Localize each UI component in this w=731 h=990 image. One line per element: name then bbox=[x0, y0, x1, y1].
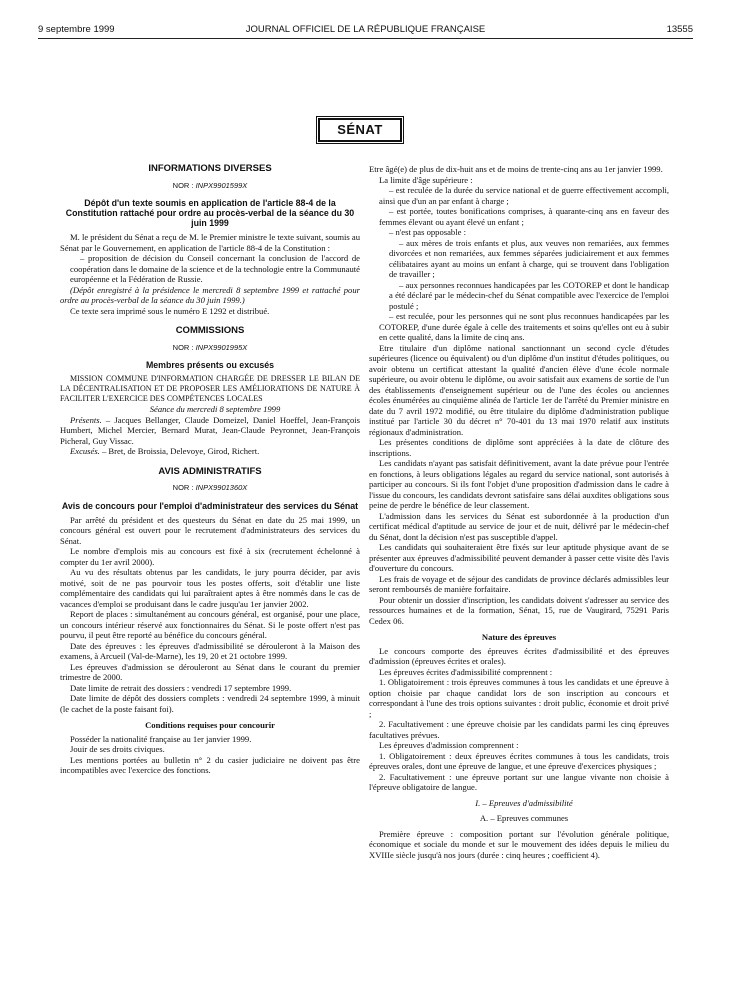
dash-item: – est portée, toutes bonifications comprises, à quarante-cinq ans en faveur des femmes élevant ou ayant élevé un enfant ; bbox=[379, 206, 669, 227]
dash-item: – est reculée de la durée du service national et de guerre effectivement accompli, ainsi que d'un an par enfant à charge ; bbox=[379, 185, 669, 206]
header-date: 9 septembre 1999 bbox=[38, 24, 115, 35]
paragraph: Par arrêté du président et des questeurs du Sénat en date du 25 mai 1999, un concours général est ouvert pour le recrutement d'administrateurs des services du Sénat. bbox=[60, 514, 360, 546]
paragraph: Date limite de retrait des dossiers : vendredi 17 septembre 1999. bbox=[70, 682, 292, 693]
dash-item: – proposition de décision du Conseil concernant la conclusion de l'accord de coopération dans le domaine de la science et de la technologie entre la Communauté européenne et la Fédération de Russie. bbox=[70, 253, 360, 284]
right-column bbox=[369, 164, 669, 860]
senat-banner: SÉNAT bbox=[318, 118, 402, 142]
nor-reference: NOR : INPX9901599X bbox=[172, 180, 248, 190]
paragraph: Etre titulaire d'un diplôme national sanctionnant un second cycle d'études supérieures (licence ou équivalent) ou d'un diplôme d'un institut d'études politiques, ou avoir obtenu un certificat attestant la qualité d'ancien élève d'une école normale supérieure, ou avoir obtenu le diplôme, ou avoir satisfait aux examens de sortie de l'un des établissements d'enseignement supérieur ou de l'une des écoles ou anciennes écoles énumérées au cinquième alinéa de l'article 1er de l'arrêté du Premier ministre en date du 7 avril 1972 modifié, ou être titulaire du diplôme d'administration publique institué par l'article 30 du décret n° 70-401 du 13 mai 1970 relatif aux instituts régionaux d'administration. bbox=[369, 342, 669, 437]
presents-list: Présents. – Jacques Bellanger, Claude Domeizel, Daniel Hoeffel, Jean-François Humbert, Michel Mercier, Bernard Murat, Jean-Claude Peyronnet, Jean-François Picheral, Guy Vissac. bbox=[60, 414, 360, 446]
avis-subtitle: Avis de concours pour l'emploi d'administrateur des services du Sénat bbox=[61, 500, 359, 511]
paragraph: Etre âgé(e) de plus de dix-huit ans et de moins de trente-cinq ans au 1er janvier 1999. bbox=[369, 164, 663, 174]
paragraph: L'admission dans les services du Sénat est subordonnée à la production d'un certificat médical d'aptitude au service de jour et de nuit, délivré par le médecin-chef du Sénat, dont la décision n'est pas susceptible d'appel. bbox=[369, 510, 669, 542]
header-journal-title: JOURNAL OFFICIEL DE LA RÉPUBLIQUE FRANÇAISE bbox=[245, 24, 486, 35]
left-column bbox=[60, 164, 360, 776]
paragraph: 1. Obligatoirement : trois épreuves communes à tous les candidats et une épreuve à option choisie par chaque candidat lors de son inscription au concours et correspondant à l'une des trois options suivantes : droit public, économie et droit privé ; bbox=[369, 677, 669, 719]
paragraph: Les épreuves d'admission se dérouleront au Sénat dans le courant du premier trimestre de 2000. bbox=[60, 661, 360, 682]
paragraph: Posséder la nationalité française au 1er janvier 1999. bbox=[70, 733, 252, 744]
dash-item: – n'est pas opposable : bbox=[389, 227, 466, 237]
epreuves-communes-title: A. – Epreuves communes bbox=[479, 813, 569, 823]
seance-date: Séance du mercredi 8 septembre 1999 bbox=[149, 404, 281, 414]
depot-title: Dépôt d'un texte soumis en application de l'article 88-4 de la Constitution rattaché pour ordre au procès-verbal de la séance du 30 juin 1999 bbox=[65, 198, 355, 228]
paragraph: Les candidats n'ayant pas satisfait définitivement, avant la date prévue pour l'entrée en fonctions, à leurs obligations légales au regard du service national, sont autorisés à participer au concours. Si ils font l'objet d'une proposition d'admission dans le cadre à l'issue du concours, les candidats devront satisfaire sans délai auxdites obligations sous peine de perdre le bénéfice de leur classement. bbox=[369, 458, 669, 510]
paragraph: Report de places : simultanément au concours général, est organisé, pour une place, un concours intérieur réservé aux fonctionnaires du Sénat. Si le poste offert n'est pas pourvu, il peut être reporté au bénéfice du concours général. bbox=[60, 609, 360, 640]
paragraph: Les épreuves écrites d'admissibilité comprennent : bbox=[379, 666, 553, 677]
paragraph: Le concours comporte des épreuves écrites d'admissibilité et des épreuves d'admission (épreuves écrites et orales). bbox=[369, 645, 669, 666]
dash-item: – est reculée, pour les personnes qui ne sont plus reconnues handicapées par les COTOREP, d'une durée égale à celle des traitements et soins qu'elles ont eu à subir en cette qualité, dans la limite de cinq ans. bbox=[379, 311, 669, 342]
paragraph: Ce texte sera imprimé sous le numéro E 1292 et distribué. bbox=[70, 305, 270, 316]
paragraph: 2. Facultativement : une épreuve choisie par les candidats parmi les cinq épreuves facultatives prévues. bbox=[369, 719, 669, 740]
paragraph: Le nombre d'emplois mis au concours est fixé à six (recrutement échelonné à compter du 1er avril 2000). bbox=[60, 546, 360, 567]
dash-subitem: – aux personnes reconnues handicapées par les COTOREP et dont le handicap a été déclaré par le médecin-chef du Sénat compatible avec l'exercice de l'emploi postulé ; bbox=[389, 279, 669, 311]
paragraph: 2. Facultativement : une épreuve portant sur une langue vivante non choisie à l'épreuve obligatoire de langue. bbox=[369, 771, 669, 792]
nature-title: Nature des épreuves bbox=[481, 632, 557, 642]
page-header bbox=[38, 24, 693, 39]
paragraph: Au vu des résultats obtenus par les candidats, le jury pourra décider, par avis motivé, soit de ne pas pourvoir tous les postes offerts, soit d'établir une liste complémentaire des candidats qui lui paraîtraient aptes à être nommés dans le cas de vacances d'emploi se produisant dans le cadre jusqu'au 1er janvier 2002. bbox=[60, 567, 360, 609]
paragraph: La limite d'âge supérieure : bbox=[379, 174, 473, 185]
commissions-subtitle: Membres présents ou excusés bbox=[145, 360, 275, 370]
paragraph: Les présentes conditions de diplôme sont appréciées à la date de clôture des inscriptions. bbox=[369, 437, 669, 458]
paragraph: Les candidats qui souhaiteraient être fixés sur leur aptitude physique avant de se présenter aux épreuves d'admissibilité peuvent demander à passer cette visite dès l'avis d'ouverture du concours. bbox=[369, 542, 669, 573]
conditions-title: Conditions requises pour concourir bbox=[145, 720, 275, 730]
paragraph: Pour obtenir un dossier d'inscription, les candidats doivent s'adresser au service des ressources humaines et de la formation, Sénat, 15, rue de Vaugirard, 75291 Paris Cedex 06. bbox=[369, 594, 669, 626]
excuses-list: Excusés. – Bret, de Broissia, Delevoye, Girod, Richert. bbox=[70, 446, 260, 456]
paragraph: 1. Obligatoirement : deux épreuves écrites communes à tous les candidats, trois épreuves orales, dont une épreuve de langue, et une épreuve d'exercices physiques ; bbox=[369, 750, 669, 771]
dash-subitem: – aux mères de trois enfants et plus, aux veuves non remariées, aux femmes divorcées et non remariées, aux femmes séparées judiciairement et aux femmes célibataires ayant au moins un enfant à charge, qui se trouvent dans l'obligation de travailler ; bbox=[389, 237, 669, 279]
header-page-number: 13555 bbox=[666, 24, 693, 35]
section-title-informations: INFORMATIONS DIVERSES bbox=[148, 163, 272, 174]
paragraph: Les épreuves d'admission comprennent : bbox=[379, 740, 519, 750]
paragraph: Date des épreuves : les épreuves d'admissibilité se dérouleront à la Maison des examens, à Arcueil (Val-de-Marne), les 19, 20 et 21 octobre 1999. bbox=[60, 640, 360, 661]
paragraph: Jouir de ses droits civiques. bbox=[70, 744, 165, 754]
nor-reference: NOR : INPX9901360X bbox=[172, 483, 248, 492]
paragraph: M. le président du Sénat a reçu de M. le Premier ministre le texte suivant, soumis au Sénat par le Gouvernement, en application de l'article 88-4 de la Constitution : bbox=[60, 232, 360, 253]
section-title-avis: AVIS ADMINISTRATIFS bbox=[158, 465, 262, 477]
nor-reference: NOR : INPX9901995X bbox=[172, 342, 248, 352]
paragraph: Date limite de dépôt des dossiers complets : vendredi 24 septembre 1999, à minuit (le cachet de la poste faisant foi). bbox=[60, 693, 360, 714]
mission-title: MISSION COMMUNE D'INFORMATION CHARGÉE DE DRESSER LE BILAN DE LA DÉCENTRALISATION ET DE PROPOSER LES AMÉLIORATIONS DE NATURE À FACILITER L'EXERCICE DES COMPÉTENCES LOCALES bbox=[60, 374, 360, 403]
section-title-commissions: COMMISSIONS bbox=[175, 325, 245, 336]
depot-note: (Dépôt enregistré à la présidence le mercredi 8 septembre 1999 et rattaché pour ordre au procès-verbal de la séance du 30 juin 1999.) bbox=[60, 284, 360, 305]
epreuves-admissibilite-title: I. – Epreuves d'admissibilité bbox=[475, 797, 573, 808]
paragraph: Les mentions portées au bulletin n° 2 du casier judiciaire ne doivent pas être incompatibles avec l'exercice des fonctions. bbox=[60, 754, 360, 775]
paragraph: Les frais de voyage et de séjour des candidats de province déclarés admissibles leur seront remboursés de manière forfaitaire. bbox=[369, 573, 669, 594]
paragraph: Première épreuve : composition portant sur l'évolution générale politique, économique et sociale du monde et sur le mouvement des idées depuis le milieu du XVIIIe siècle jusqu'à nos jours (durée : cinq heures ; coefficient 4). bbox=[369, 828, 669, 860]
